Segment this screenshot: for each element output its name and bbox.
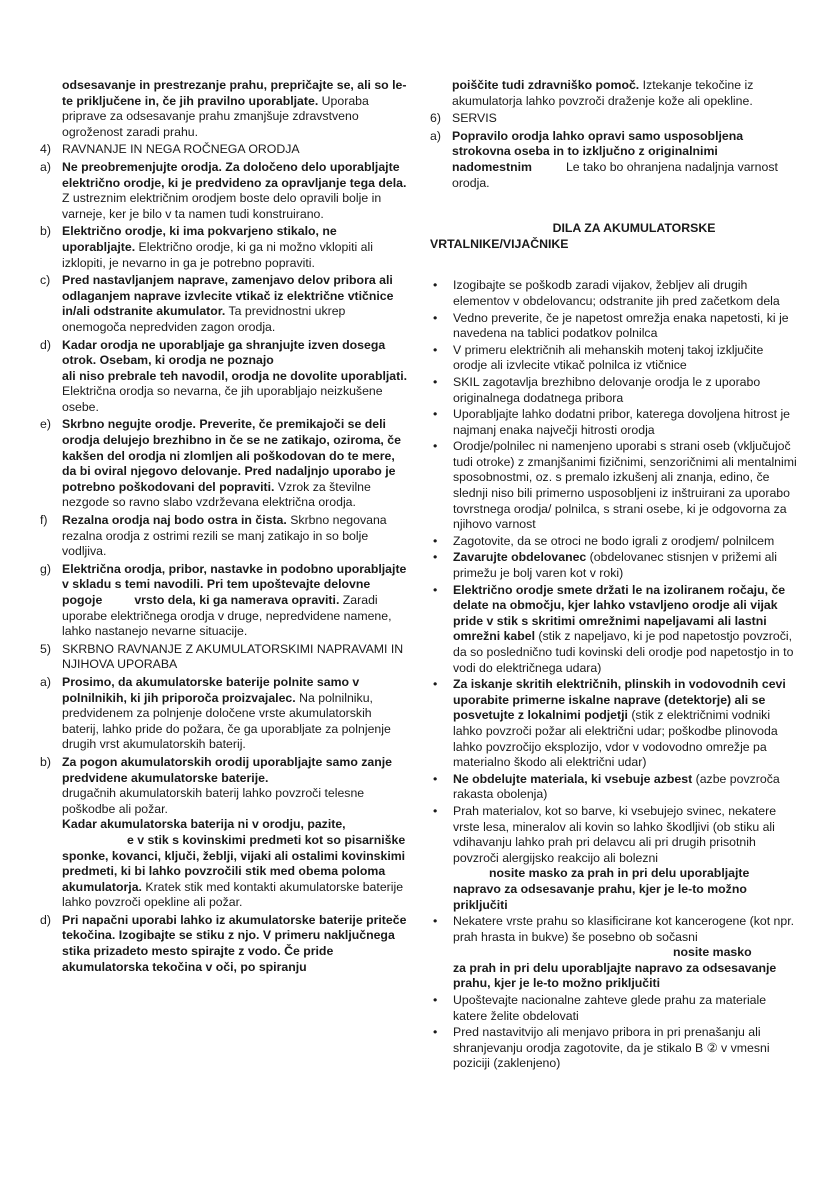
item-4d [40, 338, 410, 416]
bullet-icon: • [433, 374, 438, 389]
item-5a [40, 675, 410, 753]
list-item [430, 772, 798, 803]
section-title-line-2: VRTALNIKE/VIJAČNIKE [430, 236, 569, 251]
left-column [40, 78, 410, 977]
bullet-text: Upoštevajte nacionalne zahteve glede prahu za materiale katere želite obdelovati [453, 993, 767, 1023]
item-text: Skrbno negovana rezalna orodja z ostrimi rezili se manj zatikajo in so bolje vodljiva. [62, 513, 387, 559]
item-bold: Popravilo orodja lahko opravi samo usposobljena strokovna oseba in to izključno z originalnimi [452, 128, 744, 159]
bullet-icon: • [433, 407, 438, 422]
item-text: Ta previdnostni ukrep onemogoča nepredviden zagon orodja. [62, 304, 346, 334]
item-bold-2: Kadar akumulatorska baterija ni v orodju, pazite, [62, 817, 346, 832]
bullet-text: (azbe povzroča rakasta obolenja) [453, 771, 780, 802]
list-item [430, 677, 798, 771]
item-label: f) [40, 513, 48, 528]
item-4b [40, 224, 410, 271]
section-5-title: SKRBNO RAVNANJE Z AKUMULATORSKIMI NAPRAVAMI IN NJIHOVA UPORABA [62, 641, 404, 672]
list-item [430, 407, 798, 438]
bullet-text: (stik z električnimi vodniki lahko povzroči požar ali električni udar; poškodbe plinovoda lahko povzročijo eksplozijo, vdor v vodovodno omrežje pa materialno škodo ali električni udar) [453, 708, 778, 770]
item-bold-3: e v stik s kovinskimi predmeti kot so pisarniške sponke, kovanci, ključi, žeblji, vijaki ali ostalimi kovinskimi predmeti, ki bi lahko povzročili stik med obema poloma akumulatorja. [62, 832, 406, 894]
item-bold: Pri napačni uporabi lahko iz akumulatorske baterije priteče tekočina. Izogibajte se stiku z njo. V primeru naključnega stika prizadeto mesto spirajte z vodo. Če pride akumulatorska tekočina v oči, po spiranju [62, 912, 407, 974]
item-text: Električno orodje, ki ga ni možno vklopiti ali izklopiti, je nevarno in ga je potrebno popraviti. [62, 239, 373, 270]
list-item [430, 311, 798, 342]
bullet-text: Prah materialov, kot so barve, ki vsebujejo svinec, nekatere vrste lesa, mineralov ali kovin so lahko škodljivi (ob stiku ali vdihavanju lahko prah pri delavcu ali pri drugih prisotnih povzroči alergijsko reakcijo ali bolezni [453, 803, 777, 865]
bullet-icon: • [433, 342, 438, 357]
item-4a [40, 160, 410, 222]
item-label: d) [40, 912, 51, 927]
bullet-text: Orodje/polnilec ni namenjeno uporabi s strani oseb (vključujoč tudi otroke) z zmanjšanimi fizičnimi, senzoričnimi ali mentalnimi sposobnostmi, oz. s premalo izkušenj ali znanja, edino, če slednji niso bili primerno usposobljeni iz inštruirani za uporabo tovrstnega orodja/ polnilca, s strani osebe, ki je odgovorna za njihovo varnost [453, 439, 797, 532]
item-bold-2: nadomestnim [452, 159, 532, 174]
section-4-heading [40, 142, 410, 158]
section-6-number: 6) [430, 111, 441, 126]
item-text: Le tako bo ohranjena nadaljnja varnost orodja. [452, 159, 778, 190]
item-label: d) [40, 337, 51, 352]
section-6-heading [430, 111, 798, 127]
item-bold-3: opraviti. [291, 593, 340, 607]
continuation-paragraph [430, 78, 798, 109]
bullet-icon: • [433, 550, 438, 565]
list-item [430, 550, 798, 581]
bullet-icon: • [433, 310, 438, 325]
section-title-line-1: DILA ZA AKUMULATORSKE [552, 221, 716, 236]
section-5-number: 5) [40, 641, 51, 656]
bullet-icon: • [433, 771, 438, 786]
item-text: Električna orodja so nevarna, če jih uporabljajo neizkušene osebe. [62, 384, 383, 414]
item-4g [40, 562, 410, 640]
item-text-2: Kratek stik med kontakti akumulatorske baterije lahko povzroči opekline ali požar. [62, 879, 404, 910]
bullet-bold: Električno orodje smete držati le na izoliranem ročaju, če delate na območju, kjer lahko vstavljeno orodje ali vijak pride v stik s skritimi omrežnimi napeljavami ali lastni omrežni kabel [453, 582, 786, 644]
item-bold-2: vrsto dela, ki ga namerava [134, 593, 289, 607]
bullet-text: Izogibajte se poškodb zaradi vijakov, žebljev ali drugih elementov v obdelovancu; odstranite jih pred začetkom dela [453, 278, 780, 308]
item-text: Na polnilniku, predvidenem za polnjenje določene vrste akumulatorskih baterij, lahko pride do požara, če ga uporabljate za polnjenje drugih vrst akumulatorskih baterij. [62, 690, 391, 752]
item-text: Vzrok za številne nezgode so ravno slabo vzdrževana električna orodja. [62, 479, 371, 510]
bullet-icon: • [433, 677, 438, 692]
section-5-heading [40, 642, 410, 673]
item-4c [40, 273, 410, 335]
item-bold: Prosimo, da akumulatorske baterije polnite samo v polnilnikih, ki jih priporoča proizvajalec. [62, 674, 360, 705]
intro-bold: odsesavanje in prestrezanje prahu, prepričajte se, ali so le-te priključene in, če jih pravilno uporabljate. [62, 78, 407, 108]
item-text: drugačnih akumulatorskih baterij lahko povzroči telesne poškodbe ali požar. [62, 786, 365, 816]
section-4-title: RAVNANJE IN NEGA ROČNEGA ORODJA [62, 142, 300, 157]
item-bold: Skrbno negujte orodje. Preverite, če premikajoči se deli orodja delujejo brezhibno in če se ne zatikajo, oziroma, če kakšen del orodja ni zlomljen ali poškodovan do te mere, da bi oviral njegovo delovanje. Pred nadaljnjo uporabo je potrebno poškodovani del popraviti. [62, 417, 401, 494]
list-item-carcinogenic-dust [430, 914, 798, 992]
continuation-text: Iztekanje tekočine iz akumulatorja lahko povzroči draženje kože ali opekline. [452, 78, 754, 108]
bullet-bold: Ne obdelujte materiala, ki vsebuje azbest [453, 771, 693, 786]
list-item [430, 343, 798, 374]
intro-text: Uporaba priprave za odsesavanje prahu zmanjšuje zdravstveno ogroženost zaradi prahu. [62, 93, 369, 139]
list-item [430, 534, 798, 550]
item-label: b) [40, 754, 51, 769]
bullet-text: Vedno preverite, če je napetost omrežja enaka napetosti, ki je navedena na tablici podatkov polnilca [453, 310, 789, 341]
item-bold-2: ali niso prebrale teh navodil, orodja ne dovolite uporabljati. [62, 368, 408, 383]
bullet-text: Pred nastavitvijo ali menjavo pribora in pri prenašanju ali shranjevanju orodja zagotovite, da je stikalo B ② v vmesni poziciji (zaklenjeno) [453, 1025, 770, 1071]
section-6-title: SERVIS [452, 111, 497, 126]
continuation-bold: poiščite tudi zdravniško pomoč. [452, 78, 640, 92]
bullet-icon: • [433, 914, 438, 929]
item-5b [40, 755, 410, 911]
item-bold: Za pogon akumulatorskih orodij uporabljajte samo zanje predvidene akumulatorske baterije. [62, 754, 393, 785]
bullet-icon: • [433, 1025, 438, 1040]
bullet-list [430, 278, 798, 1072]
bullet-text: (stik z napeljavo, ki je pod napetostjo povzroči, da so poslednično tudi kovinski deli orodje pod napetostjo in to vodi do električnega udara) [453, 629, 794, 675]
bullet-icon: • [433, 533, 438, 548]
intro-paragraph [40, 78, 410, 140]
item-bold: Električna orodja, pribor, nastavke in podobno uporabljajte v skladu s temi navodili. Pri tem upoštevajte delovne pogoje [62, 561, 407, 607]
bullet-text: Nekatere vrste prahu so klasificirane kot kancerogene (kot npr. prah hrasta in bukve) še posebno ob sočasni [453, 914, 795, 944]
bullet-icon: • [433, 439, 438, 454]
item-bold: Ne preobremenjujte orodja. Za določeno delo uporabljajte električno orodje, ki je predvideno za opravljanje tega dela. [62, 159, 407, 190]
item-label: g) [40, 561, 51, 576]
bullet-icon: • [433, 278, 438, 293]
right-column [430, 78, 798, 1073]
bullet-icon: • [433, 582, 438, 597]
item-text: Z ustreznim električnim orodjem boste delo opravili bolje in varneje, ker je bilo v ta namen tudi konstruirano. [62, 191, 382, 221]
item-label: a) [430, 128, 441, 143]
list-item [430, 278, 798, 309]
bullet-text: (obdelovanec stisnjen v prižemi ali primežu je bolj varen kot v roki) [453, 550, 777, 581]
list-item [430, 583, 798, 677]
bullet-bold: nosite masko [673, 945, 752, 960]
item-bold: Električno orodje, ki ima pokvarjeno stikalo, ne uporabljajte. [62, 224, 337, 254]
list-item [430, 439, 798, 533]
list-item-lead-dust [430, 804, 798, 913]
list-item-national [430, 993, 798, 1024]
bullet-text: SKIL zagotavlja brezhibno delovanje orodja le z uporabo originalnega dodatnega pribora [453, 374, 761, 405]
item-label: c) [40, 273, 51, 288]
item-label: a) [40, 159, 51, 174]
item-4e [40, 417, 410, 511]
item-6a [430, 129, 798, 191]
item-text: Zaradi uporabe električnega orodja v druge, nepredvidene namene, lahko nastanejo nevarne situacije. [62, 593, 392, 639]
section-title [430, 221, 798, 252]
bullet-icon: • [433, 803, 438, 818]
item-4f [40, 513, 410, 560]
bullet-text: Zagotovite, da se otroci ne bodo igrali z orodjem/ polnilcem [453, 533, 775, 548]
item-label: e) [40, 417, 51, 432]
item-bold: Rezalna orodja naj bodo ostra in čista. [62, 513, 287, 528]
bullet-text: Uporabljajte lahko dodatni pribor, katerega dovoljena hitrost je najmanj enaka največji hitrosti orodja [453, 407, 791, 437]
list-item-switch [430, 1025, 798, 1072]
bullet-bold: nosite masko za prah in pri delu uporabljajte napravo za odsesavanje prahu, kjer je le-to možno priključiti [453, 866, 750, 912]
bullet-bold: Zavarujte obdelovanec [453, 550, 587, 565]
section-4-number: 4) [40, 142, 51, 157]
bullet-bold: Za iskanje skritih električnih, plinskih in vodovodnih cevi uporabite primerne iskalne naprave (detektorje) ali se posvetujte z lokalnimi podjetji [453, 677, 786, 723]
item-label: b) [40, 224, 51, 239]
bullet-text: V primeru električnih ali mehanskih motenj takoj izključite orodje ali izvlecite vtikač polnilca iz vtičnice [453, 342, 764, 373]
item-bold: Kadar orodja ne uporabljaje ga shranjujte izven dosega otrok. Osebam, ki orodja ne poznajo [62, 337, 386, 368]
item-bold: Pred nastavljanjem naprave, zamenjavo delov pribora ali odlaganjem naprave izvlecite vtikač iz električne vtičnice in/ali odstranite akumulator. [62, 273, 394, 319]
bullet-icon: • [433, 993, 438, 1008]
list-item [430, 375, 798, 406]
item-5d [40, 913, 410, 975]
item-label: a) [40, 674, 51, 689]
bullet-bold-2: za prah in pri delu uporabljajte napravo za odsesavanje prahu, kjer je le-to možno priključiti [453, 960, 777, 991]
